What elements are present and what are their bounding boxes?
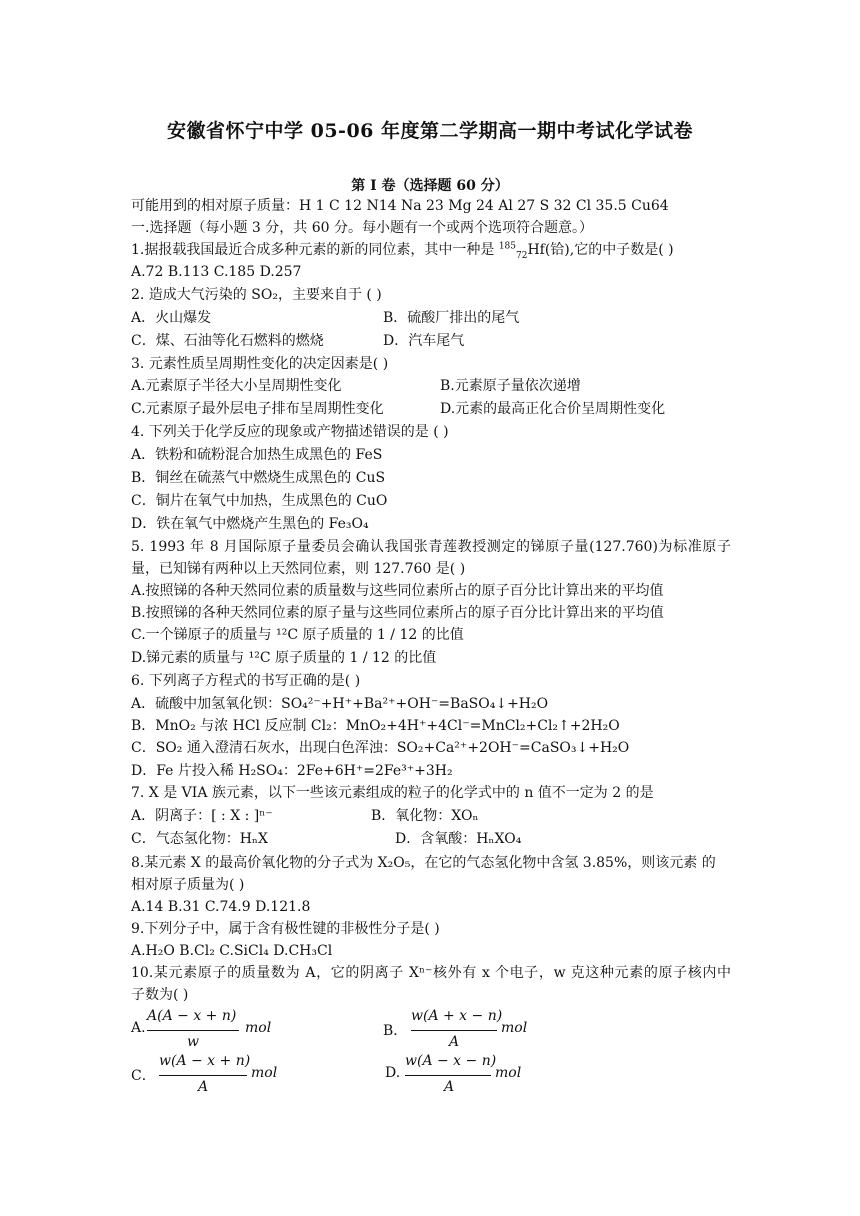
- q6-option-d: D．Fe 片投入稀 H₂SO₄：2Fe+6H⁺=2Fe³⁺+3H₂: [131, 763, 453, 779]
- q5-option-d: D.锑元素的质量与 ¹²C 原子质量的 1 / 12 的比值: [131, 650, 437, 666]
- q5-option-b: B.按照锑的各种天然同位素的原子量与这些同位素所占的原子百分比计算出来的平均值: [131, 605, 664, 621]
- q10-option-a-fraction-bar: [147, 1030, 239, 1031]
- q10-option-a-numerator: A(A − x + n): [147, 1008, 237, 1024]
- q8-options: A.14 B.31 C.74.9 D.121.8: [131, 899, 311, 915]
- q10-option-d-numerator: w(A − x − n): [405, 1053, 497, 1069]
- q1-options: A.72 B.113 C.185 D.257: [131, 264, 302, 280]
- q4-option-c: C．铜片在氧气中加热，生成黑色的 CuO: [131, 493, 388, 509]
- q2-option-d: D．汽车尾气: [383, 333, 465, 349]
- q6-option-c: C．SO₂ 通入澄清石灰水，出现白色浑浊：SO₂+Ca²⁺+2OH⁻=CaSO₃↓+H₂O: [131, 740, 630, 756]
- q7-row1: [131, 805, 731, 827]
- q10-option-a-denominator: w: [187, 1034, 199, 1050]
- q5-option-a: A.按照锑的各种天然同位素的质量数与这些同位素所占的原子百分比计算出来的平均值: [131, 583, 664, 599]
- q3-option-a: A.元素原子半径大小呈周期性变化: [131, 378, 342, 394]
- q2-option-c: C．煤、石油等化石燃料的燃烧: [131, 333, 324, 349]
- q7-option-d: D．含氧酸：HₙXO₄: [395, 831, 522, 847]
- q4-option-d: D．铁在氧气中燃烧产生黑色的 Fe₃O₄: [131, 516, 369, 532]
- q10-option-c-numerator: w(A − x + n): [159, 1053, 251, 1069]
- q5-stem-line2: 量，已知锑有两种以上天然同位素，则 127.760 是( ): [131, 561, 466, 577]
- q9-options: A.H₂O B.Cl₂ C.SiCl₄ D.CH₃Cl: [131, 943, 333, 959]
- q2-row1: [131, 307, 731, 329]
- atomic-masses-line: 可能用到的相对原子质量：H 1 C 12 N14 Na 23 Mg 24 Al 27 S 32 Cl 35.5 Cu64: [131, 198, 669, 214]
- q10-option-b-unit: mol: [501, 1020, 528, 1036]
- q8-stem-line2: 相对原子质量为( ): [131, 877, 245, 893]
- q6-option-b: B．MnO₂ 与浓 HCl 反应制 Cl₂：MnO₂+4H⁺+4Cl⁻=MnCl₂+Cl₂↑+2H₂O: [131, 718, 620, 734]
- q10-option-b-numerator: w(A + x − n): [411, 1008, 503, 1024]
- q10-option-b-denominator: A: [449, 1034, 460, 1050]
- q3-option-d: D.元素的最高正化合价呈周期性变化: [440, 401, 666, 417]
- q10-option-b-label: B．: [383, 1023, 408, 1039]
- q3-option-c: C.元素原子最外层电子排布呈周期性变化: [131, 401, 384, 417]
- q10-option-a-unit: mol: [245, 1020, 272, 1036]
- q10-option-c-label: C．: [131, 1068, 156, 1084]
- q7-option-c: C．气态氢化物：HₙX: [131, 831, 268, 847]
- q1-atomic-number: 72: [516, 250, 528, 261]
- q10-option-d-unit: mol: [495, 1065, 522, 1081]
- q10-option-d-denominator: A: [444, 1079, 455, 1095]
- q1-stem-a: 1.据报载我国最近合成多种元素的新的同位素，其中一种是: [131, 242, 499, 258]
- q4-option-b: B．铜丝在硫蒸气中燃烧生成黑色的 CuS: [131, 470, 386, 486]
- section-instructions: 一.选择题（每小题 3 分，共 60 分。每小题有一个或两个选项符合题意。）: [131, 220, 593, 236]
- q6-option-a: A．硫酸中加氢氧化钡：SO₄²⁻+H⁺+Ba²⁺+OH⁻=BaSO₄↓+H₂O: [131, 696, 549, 712]
- q10-option-b-fraction-bar: [411, 1030, 497, 1031]
- section-subtitle: 第 I 卷（选择题 60 分）: [351, 178, 509, 194]
- q7-option-b: B．氧化物：XOₙ: [371, 808, 479, 824]
- q2-stem: 2. 造成大气污染的 SO₂，主要来自于 ( ): [131, 287, 382, 303]
- q2-row2: [131, 330, 731, 352]
- q3-row1: [131, 375, 731, 397]
- q1-mass-number: 185: [498, 241, 516, 252]
- q10-option-d-fraction-bar: [405, 1075, 491, 1076]
- q7-stem: 7. X 是 VIA 族元素，以下一些该元素组成的粒子的化学式中的 n 值不一定为 2 的是: [131, 785, 654, 801]
- q9-stem: 9.下列分子中，属于含有极性键的非极性分子是( ): [131, 921, 440, 937]
- q10-option-a-label: A.: [131, 1020, 146, 1036]
- q6-stem: 6. 下列离子方程式的书写正确的是( ): [131, 673, 361, 689]
- q1-stem: [131, 239, 731, 261]
- q10-option-c-denominator: A: [198, 1079, 209, 1095]
- q10-option-d-label: D.: [385, 1065, 401, 1081]
- q3-row2: [131, 398, 731, 420]
- q4-stem: 4. 下列关于化学反应的现象或产物描述错误的是 ( ): [131, 424, 449, 440]
- q10-option-c-unit: mol: [251, 1065, 278, 1081]
- q2-option-a: A．火山爆发: [131, 310, 212, 326]
- q3-stem: 3. 元素性质呈周期性变化的决定因素是( ): [131, 356, 389, 372]
- q2-option-b: B．硫酸厂排出的尾气: [383, 310, 520, 326]
- q7-row2: [131, 828, 731, 850]
- q7-option-a: A．阴离子：[ : X : ]ⁿ⁻: [131, 808, 273, 824]
- q10-stem-line1: 10.某元素原子的质量数为 A，它的阴离子 Xⁿ⁻核外有 x 个电子，w 克这种元素的原子核内中: [131, 965, 731, 981]
- q8-stem-line1: 8.某元素 X 的最高价氧化物的分子式为 X₂O₅，在它的气态氢化物中含氢 3.85%，则该元素 的: [131, 855, 716, 871]
- q4-option-a: A．铁粉和硫粉混合加热生成黑色的 FeS: [131, 447, 383, 463]
- q10-stem-line2: 子数为( ): [131, 987, 189, 1003]
- q5-option-c: C.一个锑原子的质量与 ¹²C 原子质量的 1 / 12 的比值: [131, 627, 464, 643]
- q1-stem-b: Hf(铪),它的中子数是( ): [527, 242, 674, 258]
- q3-option-b: B.元素原子量依次递增: [440, 378, 581, 394]
- exam-title: 安徽省怀宁中学 05-06 年度第二学期高一期中考试化学试卷: [167, 120, 693, 142]
- q5-stem-line1: 5. 1993 年 8 月国际原子量委员会确认我国张青莲教授测定的锑原子量(127.760)为标准原子: [131, 539, 731, 555]
- q10-option-c-fraction-bar: [159, 1075, 247, 1076]
